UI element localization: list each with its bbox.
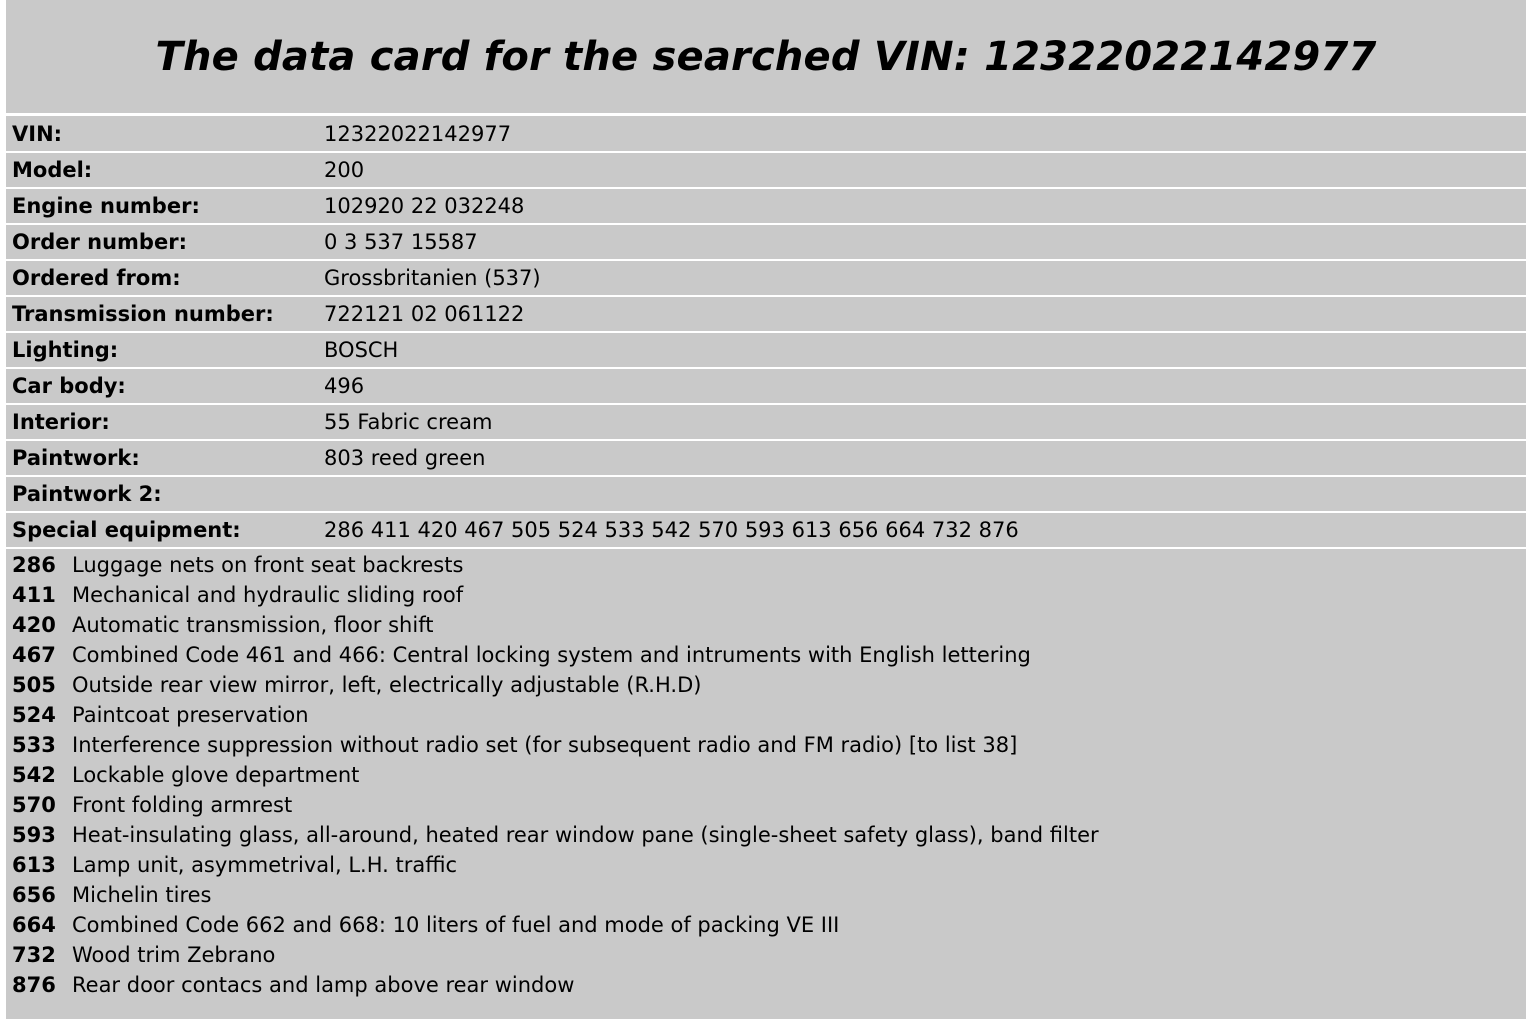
field-label: Interior: (0, 404, 312, 440)
table-row (0, 404, 1532, 440)
table-row (0, 368, 1532, 404)
equipment-code: 593 (12, 823, 56, 847)
equipment-code: 411 (12, 583, 56, 607)
equipment-code: 505 (12, 673, 56, 697)
field-label: Ordered from: (0, 260, 312, 296)
field-value: 200 (312, 152, 1532, 188)
table-row (0, 224, 1532, 260)
list-item (0, 703, 1532, 733)
equipment-code: 467 (12, 643, 56, 667)
list-item (0, 883, 1532, 913)
field-label: VIN: (0, 116, 312, 152)
field-label: Engine number: (0, 188, 312, 224)
equipment-description: Lamp unit, asymmetrival, L.H. traffic (72, 853, 458, 877)
equipment-code: 420 (12, 613, 56, 637)
list-item (0, 943, 1532, 973)
table-row (0, 116, 1532, 152)
list-item (0, 763, 1532, 793)
table-row (0, 152, 1532, 188)
field-value: Grossbritanien (537) (312, 260, 1532, 296)
special-equipment-list (0, 549, 1532, 1003)
field-label: Special equipment: (0, 512, 312, 548)
page-right-margin (1526, 0, 1532, 1019)
equipment-description: Automatic transmission, floor shift (72, 613, 434, 637)
list-item (0, 673, 1532, 703)
equipment-description: Rear door contacs and lamp above rear window (72, 973, 575, 997)
field-label: Paintwork: (0, 440, 312, 476)
list-item (0, 823, 1532, 853)
list-item (0, 853, 1532, 883)
equipment-description: Paintcoat preservation (72, 703, 309, 727)
list-item (0, 793, 1532, 823)
equipment-description: Outside rear view mirror, left, electrically adjustable (R.H.D) (72, 673, 702, 697)
equipment-code: 732 (12, 943, 56, 967)
field-value: BOSCH (312, 332, 1532, 368)
list-item (0, 973, 1532, 1003)
table-row (0, 188, 1532, 224)
equipment-code: 613 (12, 853, 56, 877)
field-value: 12322022142977 (312, 116, 1532, 152)
equipment-description: Luggage nets on front seat backrests (72, 553, 464, 577)
equipment-description: Michelin tires (72, 883, 212, 907)
vehicle-details-table (0, 116, 1532, 549)
page-title: The data card for the searched VIN: 12322022142977 (155, 33, 1377, 80)
equipment-description: Interference suppression without radio set (for subsequent radio and FM radio) [to list 38] (72, 733, 1018, 757)
equipment-code: 533 (12, 733, 56, 757)
field-value: 55 Fabric cream (312, 404, 1532, 440)
equipment-code: 542 (12, 763, 56, 787)
equipment-code: 524 (12, 703, 56, 727)
equipment-description: Lockable glove department (72, 763, 360, 787)
field-label: Paintwork 2: (0, 476, 312, 512)
equipment-description: Heat-insulating glass, all-around, heated rear window pane (single-sheet safety glass), band filter (72, 823, 1099, 847)
list-item (0, 613, 1532, 643)
table-row (0, 476, 1532, 512)
page-title-block (0, 0, 1532, 116)
equipment-code: 876 (12, 973, 56, 997)
list-item (0, 643, 1532, 673)
equipment-code: 570 (12, 793, 56, 817)
table-row (0, 440, 1532, 476)
list-item (0, 913, 1532, 943)
field-label: Order number: (0, 224, 312, 260)
field-value: 0 3 537 15587 (312, 224, 1532, 260)
equipment-description: Combined Code 662 and 668: 10 liters of fuel and mode of packing VE III (72, 913, 840, 937)
field-value: 803 reed green (312, 440, 1532, 476)
field-label: Car body: (0, 368, 312, 404)
equipment-description: Mechanical and hydraulic sliding roof (72, 583, 464, 607)
page-left-margin (0, 0, 6, 1019)
equipment-code: 286 (12, 553, 56, 577)
equipment-description: Wood trim Zebrano (72, 943, 276, 967)
field-value (312, 476, 1532, 512)
equipment-code: 664 (12, 913, 56, 937)
field-label: Lighting: (0, 332, 312, 368)
equipment-description: Combined Code 461 and 466: Central locking system and intruments with English lettering (72, 643, 1031, 667)
list-item (0, 583, 1532, 613)
field-label: Model: (0, 152, 312, 188)
equipment-description: Front folding armrest (72, 793, 293, 817)
field-value: 286 411 420 467 505 524 533 542 570 593 613 656 664 732 876 (312, 512, 1532, 548)
table-row (0, 332, 1532, 368)
vehicle-details-body (0, 116, 1532, 548)
field-label: Transmission number: (0, 296, 312, 332)
equipment-code: 656 (12, 883, 56, 907)
field-value: 722121 02 061122 (312, 296, 1532, 332)
list-item (0, 553, 1532, 583)
table-row (0, 296, 1532, 332)
field-value: 102920 22 032248 (312, 188, 1532, 224)
table-row (0, 512, 1532, 548)
field-value: 496 (312, 368, 1532, 404)
table-row (0, 260, 1532, 296)
list-item (0, 733, 1532, 763)
